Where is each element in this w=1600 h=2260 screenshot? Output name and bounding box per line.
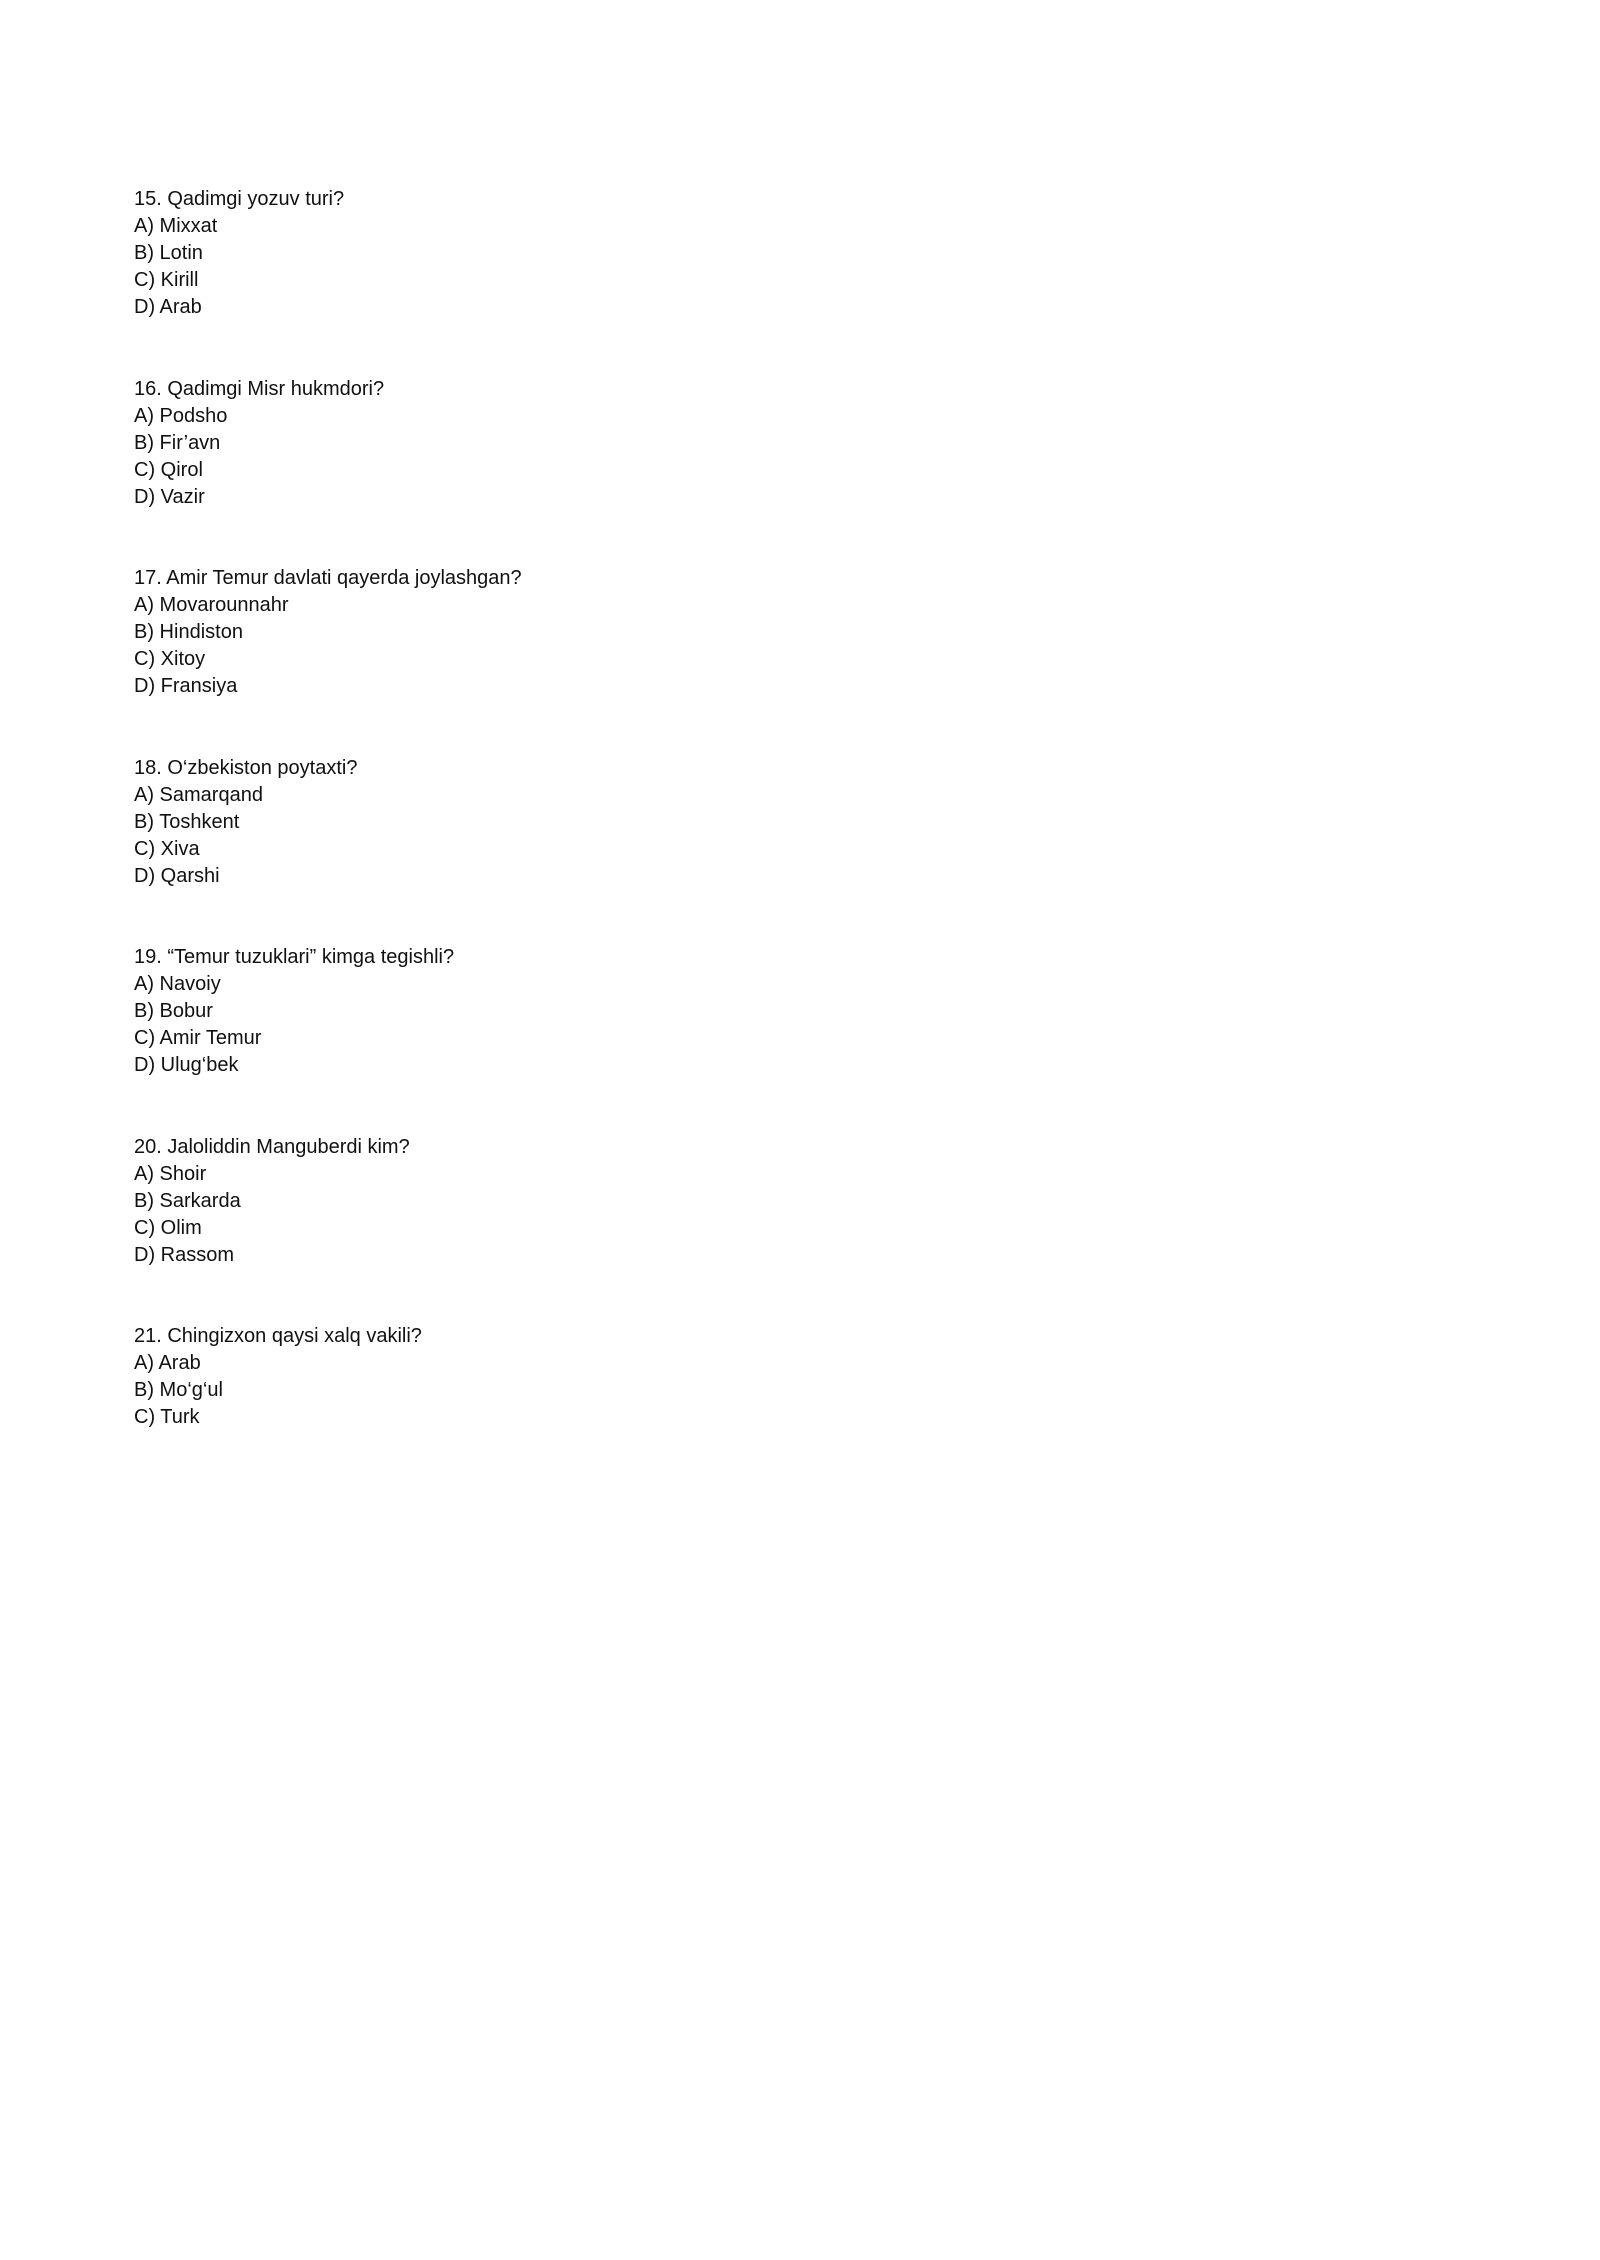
answer-option-c: C) Amir Temur [134, 1027, 262, 1049]
answer-option-b: B) Fir’avn [134, 431, 221, 454]
answer-option-a: A) Mixxat [134, 215, 218, 237]
answer-option-a: A) Shoir [134, 1162, 207, 1185]
document-page [0, 0, 1100, 1556]
answer-option-c: C) Turk [134, 1406, 200, 1428]
answer-option-c: C) Qirol [134, 458, 203, 481]
answer-option-c: C) Xiva [134, 837, 200, 860]
question-list [134, 186, 1034, 1513]
answer-option-c: C) Kirill [134, 269, 199, 291]
question-text: 21. Chingizxon qaysi xalq vakili? [134, 1325, 422, 1347]
answer-option-a: A) Arab [134, 1352, 201, 1374]
answer-option-a: A) Samarqand [134, 783, 263, 806]
answer-option-b: B) Mo‘g‘ul [134, 1379, 223, 1401]
answer-option-d: D) Qarshi [134, 864, 220, 887]
answer-option-d: D) Rassom [134, 1243, 235, 1266]
question-17 [134, 565, 1034, 755]
question-text: 19. “Temur tuzuklari” kimga tegishli? [134, 946, 455, 968]
question-text: 16. Qadimgi Misr hukmdori? [134, 377, 385, 400]
answer-option-c: C) Olim [134, 1216, 202, 1239]
answer-option-a: A) Movarounnahr [134, 594, 289, 616]
answer-option-a: A) Navoiy [134, 973, 221, 995]
question-15 [134, 186, 1034, 376]
question-19 [134, 944, 1034, 1134]
answer-option-d: D) Ulug‘bek [134, 1054, 239, 1076]
answer-option-d: D) Fransiya [134, 675, 238, 697]
answer-option-b: B) Toshkent [134, 810, 240, 833]
answer-option-b: B) Bobur [134, 1000, 213, 1022]
question-text: 17. Amir Temur davlati qayerda joylashgan? [134, 567, 522, 589]
question-21 [134, 1323, 1034, 1513]
answer-option-b: B) Sarkarda [134, 1189, 241, 1212]
answer-option-a: A) Podsho [134, 404, 228, 427]
question-18 [134, 755, 1034, 945]
answer-option-d: D) Arab [134, 296, 202, 318]
question-text: 15. Qadimgi yozuv turi? [134, 188, 345, 210]
answer-option-c: C) Xitoy [134, 648, 206, 670]
question-text: 18. O‘zbekiston poytaxti? [134, 756, 358, 779]
answer-option-b: B) Hindiston [134, 621, 243, 643]
answer-option-d: D) Vazir [134, 485, 205, 508]
answer-option-b: B) Lotin [134, 242, 203, 264]
question-16 [134, 376, 1034, 566]
question-text: 20. Jaloliddin Manguberdi kim? [134, 1135, 410, 1158]
question-20 [134, 1134, 1034, 1324]
